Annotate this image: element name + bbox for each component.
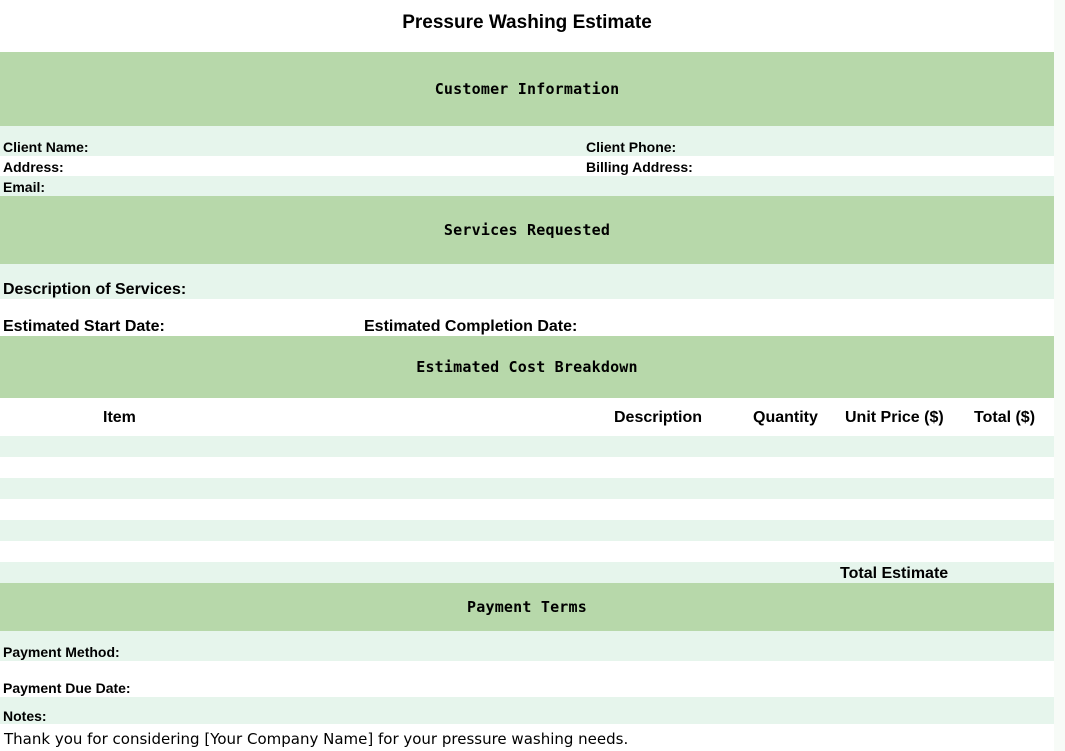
section-header-payment-terms [0,583,1054,631]
page-title: Pressure Washing Estimate [402,12,652,33]
column-header-item: Item [103,409,136,426]
column-header-description: Description [614,409,703,426]
row-stripe [0,631,1054,661]
estimated-completion-date-label: Estimated Completion Date: [364,318,578,335]
column-header-unit-price: Unit Price ($) [845,409,944,426]
section-title: Payment Terms [467,598,587,616]
address-label: Address: [3,159,64,175]
payment-method-label: Payment Method: [3,644,120,660]
row-stripe [0,697,1054,724]
description-of-services-label: Description of Services: [3,281,187,298]
section-header-estimated-cost-breakdown [0,336,1054,398]
thank-you-note: Thank you for considering [Your Company Name] for your pressure washing needs. [4,730,629,748]
table-row [0,478,1054,499]
section-header-services-requested [0,196,1054,264]
section-title: Customer Information [434,80,620,98]
table-row [0,520,1054,541]
table-row [0,436,1054,457]
section-title: Services Requested [443,221,611,239]
estimated-start-date-label: Estimated Start Date: [3,318,165,335]
sheet-margin [1054,0,1065,751]
column-header-total: Total ($) [974,409,1036,426]
total-estimate-label: Total Estimate [840,565,949,582]
billing-address-label: Billing Address: [586,159,693,175]
client-name-label: Client Name: [3,139,89,155]
section-header-customer-information [0,52,1054,126]
notes-label: Notes: [3,708,47,724]
section-title: Estimated Cost Breakdown [416,358,638,376]
row-stripe [0,126,1054,156]
row-stripe [0,176,1054,196]
client-phone-label: Client Phone: [586,139,677,155]
column-header-quantity: Quantity [753,409,818,426]
email-label: Email: [3,179,46,195]
payment-due-date-label: Payment Due Date: [3,680,131,696]
